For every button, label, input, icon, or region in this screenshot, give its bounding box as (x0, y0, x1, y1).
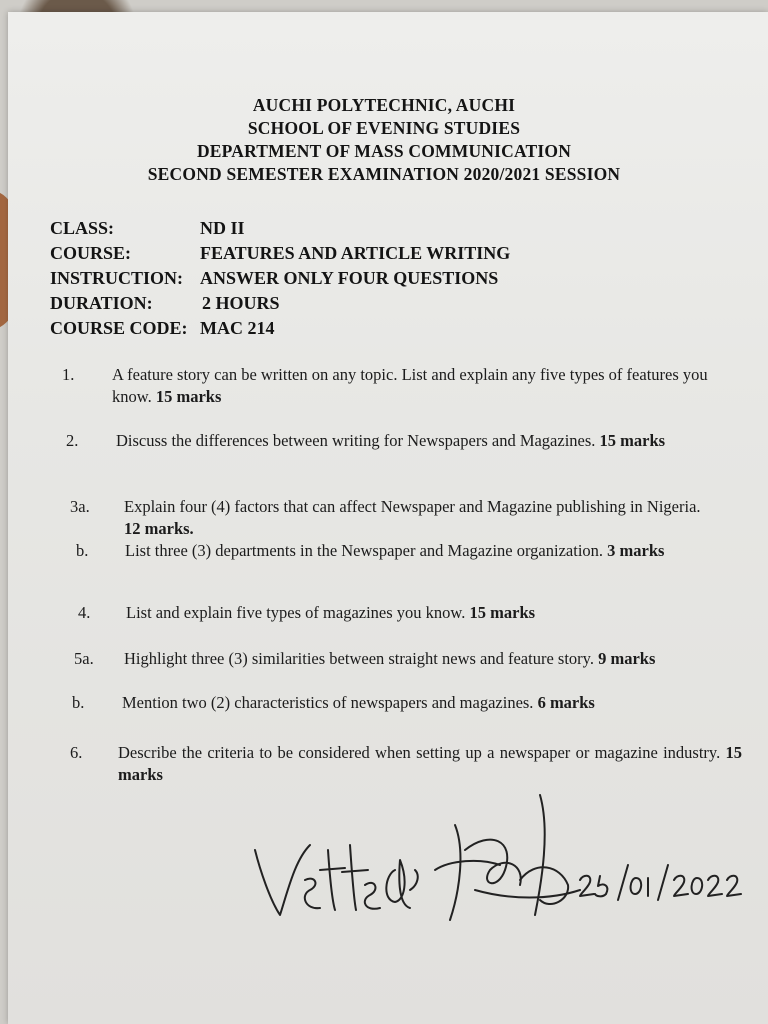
course-value: FEATURES AND ARTICLE WRITING (200, 243, 511, 263)
question-marks: 15 marks (155, 387, 222, 406)
question-marks: 12 marks. (124, 519, 194, 538)
class-label: CLASS: (50, 218, 115, 238)
question-marks: 6 marks (537, 693, 595, 712)
question-number: 2. (66, 431, 79, 450)
question-text: Discuss the differences between writing for Newspapers and Magazines. (116, 431, 596, 450)
class-value: ND II (200, 218, 245, 238)
school-name: SCHOOL OF EVENING STUDIES (247, 118, 521, 138)
course-code-label: COURSE CODE: (50, 318, 188, 338)
exam-title: SECOND SEMESTER EXAMINATION 2020/2021 SESSION (147, 164, 621, 184)
course-code-value: MAC 214 (200, 318, 275, 338)
question-marks: 15 marks (469, 603, 536, 622)
institution-name: AUCHI POLYTECHNIC, AUCHI (252, 95, 516, 115)
question-text: Describe the criteria to be considered when setting up a newspaper or magazine industry. (118, 743, 721, 762)
question-text: Highlight three (3) similarities between straight news and feature story. (124, 649, 594, 668)
question-marks: 15 marks (118, 743, 742, 784)
question-text: A feature story can be written on any topic. List and explain any five types of features you know. (112, 365, 708, 406)
question-number: 1. (62, 365, 75, 384)
instruction-value: ANSWER ONLY FOUR QUESTIONS (200, 268, 499, 288)
question-number: b. (76, 541, 89, 560)
question-text: List three (3) departments in the Newspaper and Magazine organization. (125, 541, 604, 560)
question-number: 4. (78, 603, 91, 622)
course-label: COURSE: (50, 243, 132, 263)
duration-label: DURATION: (50, 293, 153, 313)
question-marks: 15 marks (599, 431, 666, 450)
question-number: 5a. (74, 649, 94, 668)
handwritten-signature (250, 790, 750, 930)
instruction-label: INSTRUCTION: (50, 268, 184, 288)
question-marks: 9 marks (598, 649, 656, 668)
question-number: 3a. (70, 497, 90, 516)
duration-value: 2 HOURS (202, 293, 280, 313)
question-marks: 3 marks (607, 541, 665, 560)
department-name: DEPARTMENT OF MASS COMMUNICATION (196, 141, 572, 161)
question-number: 6. (70, 743, 83, 762)
question-text: Explain four (4) factors that can affect Newspaper and Magazine publishing in Nigeria. (124, 497, 701, 516)
question-text: Mention two (2) characteristics of newspapers and magazines. (122, 693, 534, 712)
question-text: List and explain five types of magazines you know. (126, 603, 466, 622)
question-number: b. (72, 693, 85, 712)
